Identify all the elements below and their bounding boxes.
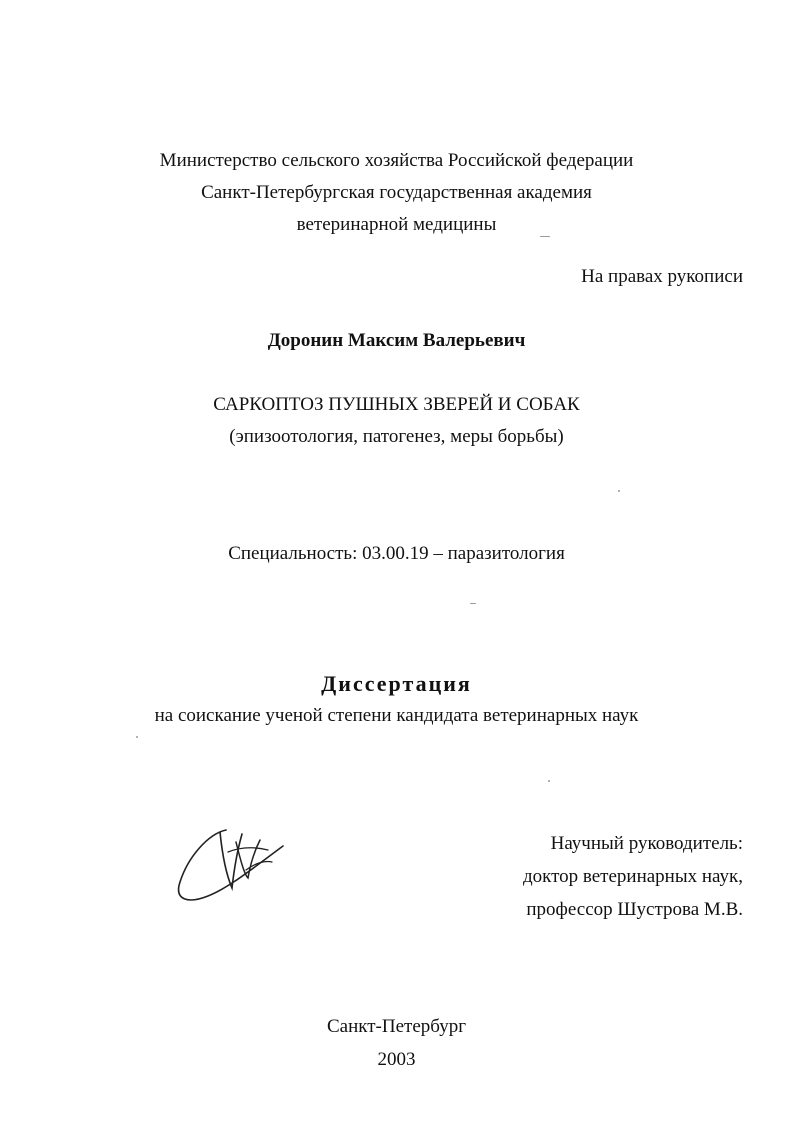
supervisor-label: Научный руководитель: bbox=[550, 833, 743, 854]
supervisor-name: профессор Шустрова М.В. bbox=[526, 899, 743, 920]
scan-speck bbox=[470, 603, 476, 604]
institution-line-3: ветеринарной медицины bbox=[296, 214, 497, 235]
supervisor-degree: доктор ветеринарных наук, bbox=[522, 866, 743, 887]
city: Санкт-Петербург bbox=[326, 1016, 466, 1037]
dissertation-subtitle: (эпизоотология, патогенез, меры борьбы) bbox=[229, 426, 564, 447]
document-type: Диссертация bbox=[321, 671, 472, 696]
handwritten-signature-icon bbox=[168, 812, 298, 912]
author-name: Доронин Максим Валерьевич bbox=[267, 330, 526, 351]
institution-line-2: Санкт-Петербургская государственная академия bbox=[201, 182, 592, 203]
rights-note: На правах рукописи bbox=[581, 266, 743, 287]
specialty: Специальность: 03.00.19 – паразитология bbox=[228, 543, 565, 564]
scan-speck bbox=[136, 736, 138, 738]
degree-line: на соискание ученой степени кандидата ветеринарных наук bbox=[154, 705, 639, 726]
dissertation-title: САРКОПТОЗ ПУШНЫХ ЗВЕРЕЙ И СОБАК bbox=[213, 394, 580, 415]
scan-speck bbox=[548, 780, 550, 782]
scan-speck bbox=[540, 236, 550, 237]
institution-line-1: Министерство сельского хозяйства Российской федерации bbox=[159, 150, 634, 171]
scan-speck bbox=[618, 490, 620, 492]
year: 2003 bbox=[377, 1049, 416, 1070]
